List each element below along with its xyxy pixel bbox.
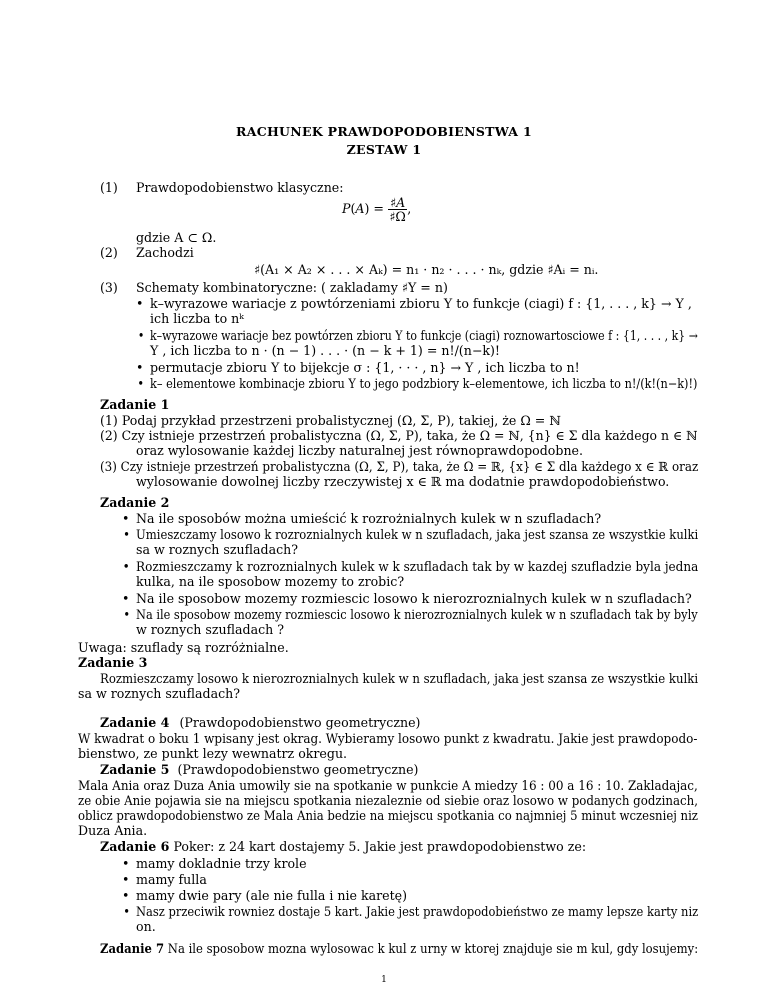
intro-item2-label: (2) [100, 245, 118, 260]
task-6-bullet-2: • mamy fulla [136, 872, 207, 887]
task-5-line4: Duza Ania. [78, 823, 148, 838]
intro-bullet-4: • k– elementowe kombinacje zbioru Y to jego podzbiory k–elementowe, ich liczba to n!/(k!(n−k)!) [150, 376, 697, 391]
task-6-bullet-4-line2: on. [136, 919, 156, 934]
task-2-bullet-5-line1: • Na ile sposobow mozemy rozmiescic losowo k nierozroznialnych kulek w n szufladach tak by byly [136, 607, 698, 622]
task-1-line5: wylosowanie dowolnej liczby rzeczywistej x ∈ ℝ ma dodatnie prawdopodobieństwo. [136, 474, 670, 489]
task-4-line1: W kwadrat o boku 1 wpisany jest okrag. Wybieramy losowo punkt z kwadratu. Jakie jest prawdopodo- [78, 731, 698, 746]
task-5-line1: Mala Ania oraz Duza Ania umowily sie na spotkanie w punkcie A miedzy 16 : 00 a 16 : 10. Zakladajac, [78, 778, 698, 793]
task-2-heading: Zadanie 2 [100, 495, 170, 510]
intro-bullet-1-line2: ich liczba to nᵏ [150, 311, 244, 326]
task-1-line4: (3) Czy istnieje przestrzeń probalistyczna (Ω, Σ, P), taka, że Ω = ℝ, {x} ∈ Σ dla każdego x ∈ ℝ oraz [100, 459, 699, 474]
intro-bullet-1-line1: • k–wyrazowe wariacje z powtórzeniami zbioru Y to funkcje (ciagi) f : {1, . . . , k} → Y , [150, 296, 692, 311]
task-1-line2: (2) Czy istnieje przestrzeń probalistyczna (Ω, Σ, P), taka, że Ω = ℕ, {n} ∈ Σ dla każdego n ∈ ℕ [100, 428, 698, 443]
task-2-bullet-2-line2: sa w roznych szufladach? [136, 542, 298, 557]
task-4-subtitle: (Prawdopodobienstwo geometryczne) [179, 715, 421, 730]
task-5-heading: Zadanie 5 [100, 762, 170, 777]
task-2-bullet-4: • Na ile sposobow mozemy rozmiescic losowo k nierozroznialnych kulek w n szufladach? [136, 591, 692, 606]
page-number: 1 [381, 975, 387, 985]
task-1-line1: (1) Podaj przykład przestrzeni probalistycznej (Ω, Σ, P), takiej, że Ω = ℕ [100, 413, 561, 428]
intro-item1-after: gdzie A ⊂ Ω. [136, 230, 217, 245]
task-6-heading: Zadanie 6 [100, 839, 170, 854]
task-4-line2: bienstwo, ze punkt lezy wewnatrz okregu. [78, 746, 348, 761]
formula-classical-probability: P(A) = $\frac{♯A}{♯\Omega}$ , [342, 195, 412, 224]
document-title: RACHUNEK PRAWDOPODOBIENSTWA 1 [236, 124, 532, 139]
intro-item3-text: Schematy kombinatoryczne: ( zakladamy ♯Y = n) [136, 280, 448, 295]
task-5-subtitle: (Prawdopodobienstwo geometryczne) [177, 762, 419, 777]
task-1-line3: oraz wylosowanie każdej liczby naturalnej jest równoprawdopodobne. [136, 443, 584, 458]
formula-product-rule: ♯(A₁ × A₂ × . . . × Aₖ) = n₁ · n₂ · . . . · nₖ, gdzie ♯Aᵢ = nᵢ. [254, 262, 599, 277]
task-5-header [100, 762, 418, 777]
task-2-bullet-2-line1: • Umieszczamy losowo k rozroznialnych kulek w n szufladach, jaka jest szansa ze wszystkie kulki [136, 527, 698, 542]
task-7-text: Na ile sposobow mozna wylosowac k kul z urny w ktorej znajduje sie m kul, gdy losujemy: [167, 941, 699, 956]
intro-bullet-2-line1: • k–wyrazowe wariacje bez powtórzen zbioru Y to funkcje (ciagi) roznowartosciowe f : {1, . . . , k} → [150, 328, 698, 343]
intro-item1-label: (1) [100, 180, 118, 195]
task-3-heading: Zadanie 3 [78, 655, 148, 670]
intro-bullet-3: • permutacje zbioru Y to bijekcje σ : {1, · · · , n} → Y , ich liczba to n! [150, 360, 580, 375]
task-1-heading: Zadanie 1 [100, 397, 170, 412]
task-2-bullet-3-line1: • Rozmieszczamy k rozroznialnych kulek w k szufladach tak by w kazdej szufladzie byla jedna [136, 559, 698, 574]
task-5-line2: ze obie Anie pojawia sie na miejscu spotkania niezaleznie od siebie oraz losowo w podanych godzinach, [78, 793, 698, 808]
task-5-line3: oblicz prawdopodobienstwo ze Mala Ania bedzie na miejscu spotkania co najmniej 5 minut wczesniej niz [78, 808, 698, 823]
task-3-line1: Rozmieszczamy losowo k nierozroznialnych kulek w n szufladach, jaka jest szansa ze wszystkie kulki [100, 671, 699, 686]
task-4-header [100, 715, 420, 730]
intro-item3-label: (3) [100, 280, 118, 295]
intro-item1-text: Prawdopodobienstwo klasyczne: [136, 180, 344, 195]
task-6-bullet-4-line1: • Nasz przeciwik rowniez dostaje 5 kart. Jakie jest prawdopodobieństwo ze mamy lepsze karty niz [136, 904, 698, 919]
task-6-header [100, 839, 586, 854]
task-7-heading: Zadanie 7 [100, 941, 165, 956]
task-6-bullet-3: • mamy dwie pary (ale nie fulla i nie karetę) [136, 888, 407, 903]
document-subtitle: ZESTAW 1 [346, 142, 422, 157]
task-2-bullet-5-line2: w roznych szufladach ? [136, 622, 285, 637]
task-2-bullet-1: • Na ile sposobów można umieścić k rozrożnialnych kulek w n szufladach? [136, 511, 601, 526]
task-6-bullet-1: • mamy dokladnie trzy krole [136, 856, 307, 871]
task-6-text: Poker: z 24 kart dostajemy 5. Jakie jest prawdopodobienstwo ze: [173, 839, 587, 854]
task-2-bullet-3-line2: kulka, na ile sposobow mozemy to zrobic? [136, 574, 405, 589]
task-2-note: Uwaga: szuflady są rozróżnialne. [78, 640, 289, 655]
task-7-header [100, 941, 698, 956]
intro-bullet-2-line2: Y , ich liczba to n · (n − 1) . . . · (n − k + 1) = n!/(n−k)! [150, 343, 500, 358]
task-4-heading: Zadanie 4 [100, 715, 170, 730]
task-3-line2: sa w roznych szufladach? [78, 686, 240, 701]
intro-item2-text: Zachodzi [136, 245, 194, 260]
